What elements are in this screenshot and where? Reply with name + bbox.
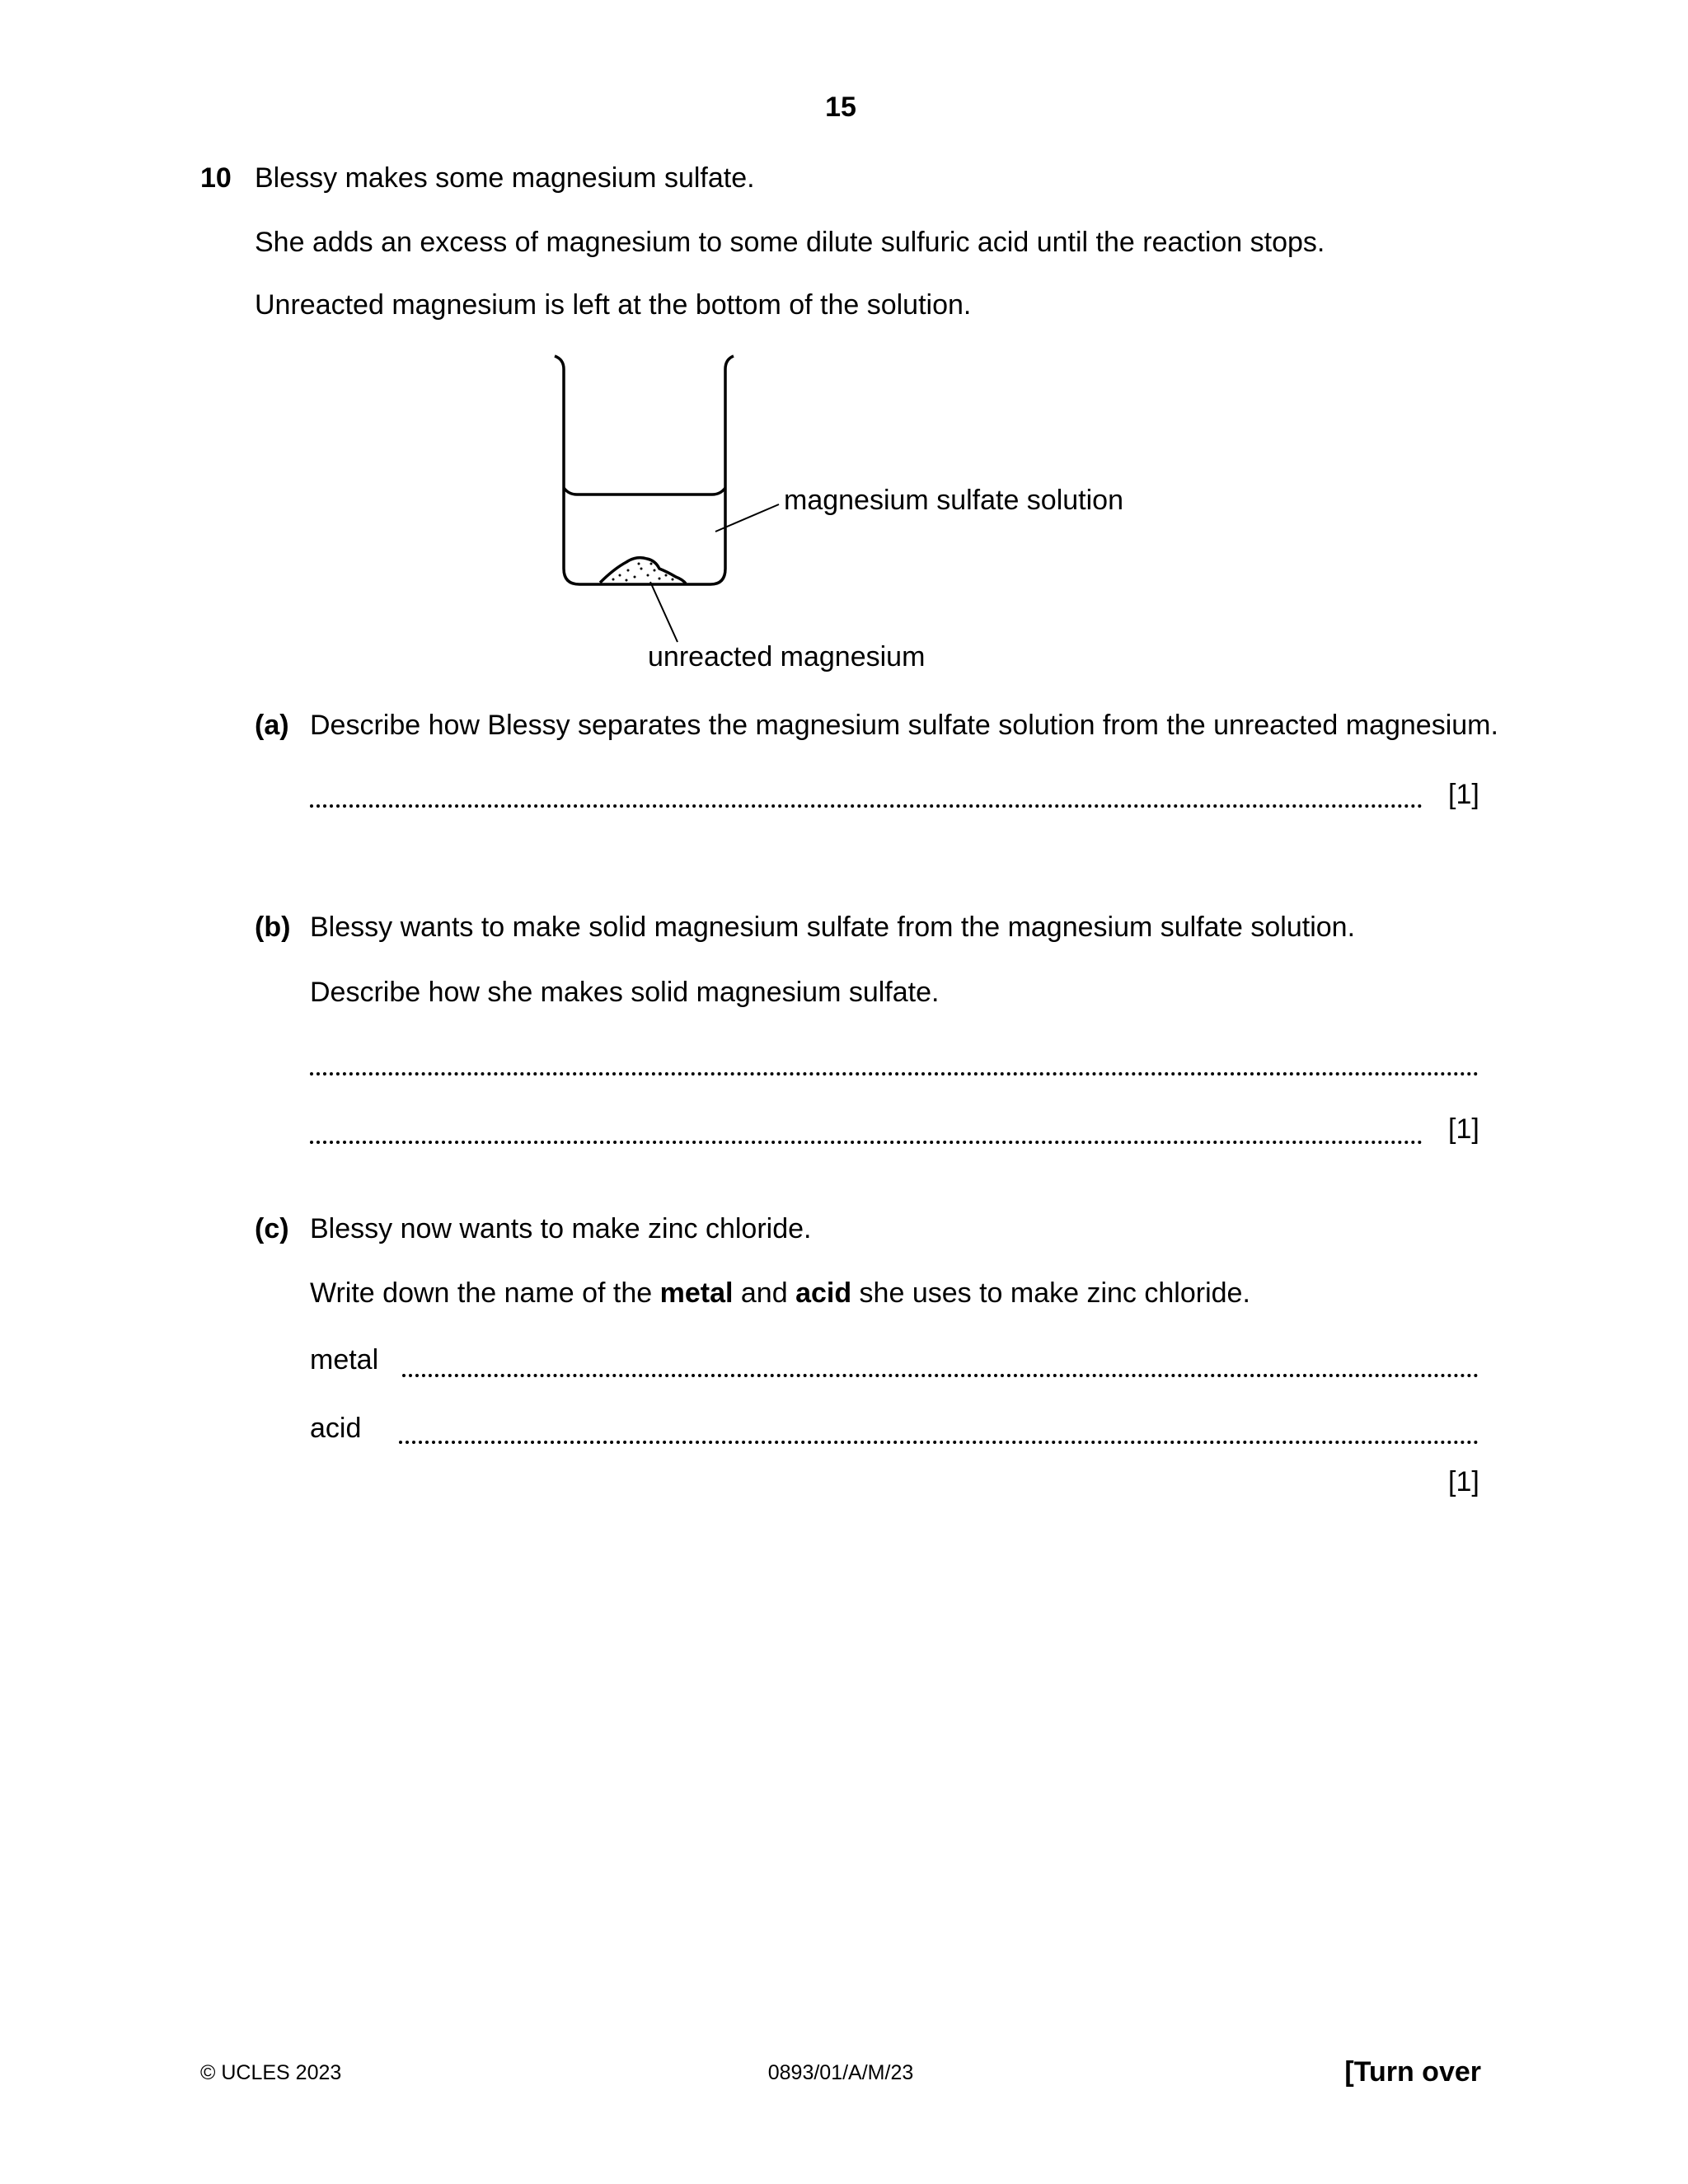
part-c-text-2-post: she uses to make zinc chloride.	[851, 1277, 1250, 1309]
part-c-marks: [1]	[1448, 1466, 1479, 1497]
beaker-icon	[555, 356, 779, 642]
part-c-label: (c)	[255, 1213, 289, 1244]
part-a-text: Describe how Blessy separates the magnesium sulfate solution from the unreacted magnesium.	[310, 710, 1498, 741]
part-c-text-2-pre: Write down the name of the	[310, 1277, 660, 1309]
acid-answer-line[interactable]	[399, 1441, 1479, 1444]
part-a-marks: [1]	[1448, 779, 1479, 810]
part-c-text-1: Blessy now wants to make zinc chloride.	[310, 1213, 812, 1244]
acid-label: acid	[310, 1413, 362, 1444]
footer-copyright: © UCLES 2023	[200, 2061, 342, 2084]
part-c-text-2	[310, 1277, 1250, 1310]
metal-label: metal	[310, 1344, 379, 1376]
part-b-text-1: Blessy wants to make solid magnesium sulfate from the magnesium sulfate solution.	[310, 912, 1356, 943]
intro-line-3: Unreacted magnesium is left at the bottom of the solution.	[255, 289, 972, 321]
intro-line-2: She adds an excess of magnesium to some dilute sulfuric acid until the reaction stops.	[255, 227, 1325, 258]
part-c-text-2-mid: and	[733, 1277, 796, 1309]
part-c-text-2-acid: acid	[795, 1277, 852, 1309]
answer-line-a[interactable]	[310, 804, 1423, 808]
turn-over: [Turn over	[1344, 2056, 1481, 2088]
metal-answer-line[interactable]	[402, 1374, 1479, 1377]
beaker-diagram	[0, 0, 1688, 692]
intro-line-1: Blessy makes some magnesium sulfate.	[255, 162, 755, 194]
label-solution: magnesium sulfate solution	[784, 485, 1124, 516]
part-c-text-2-metal: metal	[659, 1277, 734, 1309]
part-b-marks: [1]	[1448, 1113, 1479, 1145]
part-a-label: (a)	[255, 710, 289, 741]
footer-code: 0893/01/A/M/23	[767, 2061, 914, 2084]
question-number: 10	[200, 162, 232, 194]
answer-line-b-1[interactable]	[310, 1072, 1479, 1076]
answer-line-b-2[interactable]	[310, 1141, 1423, 1144]
label-unreacted-magnesium: unreacted magnesium	[648, 641, 926, 673]
part-b-text-2: Describe how she makes solid magnesium sulfate.	[310, 977, 940, 1008]
part-b-label: (b)	[255, 912, 291, 943]
page-number: 15	[825, 91, 856, 123]
